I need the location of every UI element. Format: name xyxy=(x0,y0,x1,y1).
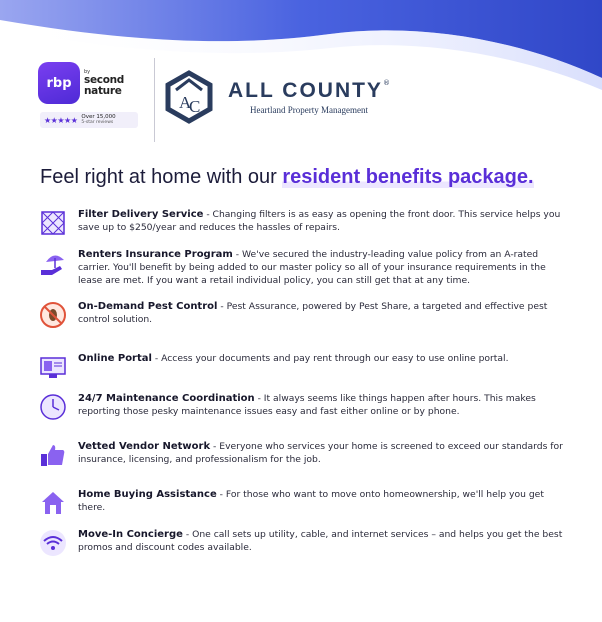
thumbs-up-icon xyxy=(38,440,68,470)
reviews-badge xyxy=(40,112,138,128)
svg-text:C: C xyxy=(189,97,201,116)
logo-divider xyxy=(154,58,155,142)
benefit-title: 24/7 Maintenance Coordination xyxy=(78,393,255,404)
benefit-title: Vetted Vendor Network xyxy=(78,441,211,452)
rbp-partner-logo xyxy=(38,62,146,128)
company-name: ALL COUNTY xyxy=(228,79,383,102)
benefit-renters-insurance xyxy=(38,248,568,287)
benefit-online-portal xyxy=(38,352,568,382)
company-tagline: Heartland Property Management xyxy=(249,105,368,115)
registered-mark: ® xyxy=(382,79,390,87)
benefit-desc: - Changing filters is as easy as opening the front door. This service helps you save up to $250/year and reduces the hassles of repairs. xyxy=(78,209,561,233)
svg-text:A: A xyxy=(179,93,192,112)
benefit-desc: - It always seems like things happen after hours. This makes reporting those pesky maintenance issues easy and fast either online or by phone. xyxy=(78,393,536,417)
benefit-move-in-concierge xyxy=(38,528,568,558)
rating-stars: ★★★★★ xyxy=(44,115,78,125)
brand-word-second: second xyxy=(84,74,125,86)
online-portal-icon xyxy=(38,352,68,382)
benefit-title: On-Demand Pest Control xyxy=(78,301,218,312)
benefit-vendor-network xyxy=(38,440,568,470)
reviews-label: 5-star reviews xyxy=(81,119,114,125)
clock-icon xyxy=(38,392,68,422)
benefit-desc: - Pest Assurance, powered by Pest Share, a targeted and effective pest control solution. xyxy=(78,301,548,325)
headline-highlight: resident benefits package. xyxy=(282,166,534,188)
benefit-title: Move-In Concierge xyxy=(78,529,183,540)
wifi-icon xyxy=(38,528,68,558)
benefit-desc: - Everyone who services your home is screened to exceed our standards for insurance, licensing, and professionalism for the job. xyxy=(78,441,563,465)
benefit-desc: - One call sets up utility, cable, and internet services – and helps you get the best promos and discount codes available. xyxy=(78,529,563,553)
umbrella-hand-icon xyxy=(38,248,68,278)
house-icon xyxy=(38,488,68,518)
benefit-desc: - For those who want to move onto homeownership, we'll help you get there. xyxy=(78,489,544,513)
hexagon-ac-icon xyxy=(164,70,214,124)
benefit-home-buying xyxy=(38,488,568,518)
benefit-maintenance xyxy=(38,392,568,422)
benefit-title: Online Portal xyxy=(78,353,152,364)
all-county-logo xyxy=(164,70,390,124)
benefit-pest-control xyxy=(38,300,568,330)
brand-word-nature: nature xyxy=(84,84,122,97)
benefit-title: Renters Insurance Program xyxy=(78,249,233,260)
benefit-desc: - We've secured the industry-leading value policy from an A-rated carrier. You'll benefit by being added to our master policy so all of your insurance requirements in the lease are met. If you want a retail individual policy, you can still get that at any time. xyxy=(78,249,546,286)
by-text: by xyxy=(84,69,91,75)
rbp-logo: rbp xyxy=(38,62,80,104)
reviews-count: Over 15,000 xyxy=(81,114,116,120)
air-filter-icon xyxy=(38,208,68,238)
benefit-title: Filter Delivery Service xyxy=(78,209,204,220)
benefit-filter-delivery xyxy=(38,208,568,238)
benefit-desc: - Access your documents and pay rent through our easy to use online portal. xyxy=(151,353,509,364)
no-pest-icon xyxy=(38,300,68,330)
benefit-title: Home Buying Assistance xyxy=(78,489,217,500)
page-headline xyxy=(40,166,534,189)
headline-plain: Feel right at home with our xyxy=(40,166,283,188)
